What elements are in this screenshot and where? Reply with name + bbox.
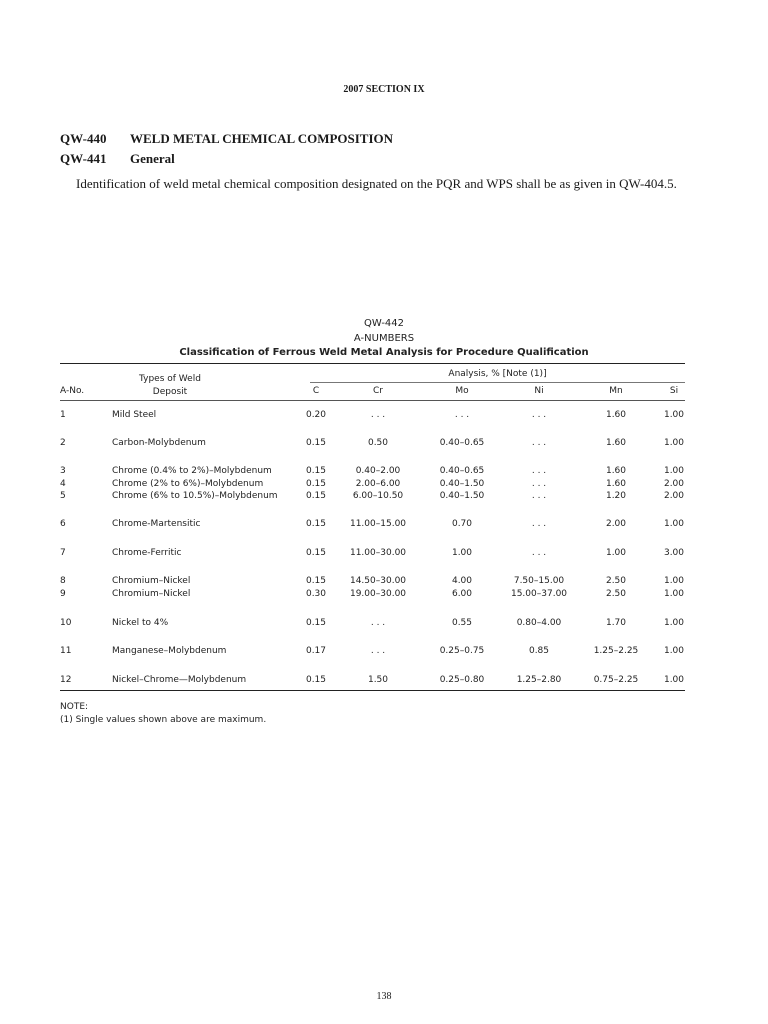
cell-mn (584, 674, 648, 687)
cell-type (112, 437, 206, 450)
header-bottom-rule (60, 400, 685, 401)
cell-type (112, 547, 182, 560)
cell-c (296, 674, 336, 687)
cell-type-line: Chrome-Ferritic (112, 548, 182, 558)
cell-type (112, 518, 200, 531)
header-analysis: Analysis, % [Note (1)] (448, 369, 547, 379)
cell-si (654, 547, 694, 560)
cell-si (654, 674, 694, 687)
cell-ni-line: 0.80–4.00 (516, 618, 562, 628)
cell-mo-line: 0.40–1.50 (439, 478, 485, 489)
table-top-rule (60, 363, 685, 364)
table-bottom-rule (60, 690, 685, 691)
cell-mo (422, 674, 502, 687)
cell-type-line: Manganese–Molybdenum (112, 646, 227, 656)
cell-mo-line: 0.40–0.65 (439, 438, 485, 448)
cell-mn (584, 465, 648, 503)
cell-cr-line: 11.00–15.00 (349, 519, 407, 529)
cell-mo (422, 518, 502, 531)
body-paragraph: Identification of weld metal chemical composition designated on the PQR and WPS shall be as given in QW-404.5. (76, 176, 677, 191)
cell-mn-line: 2.50 (605, 576, 627, 586)
cell-mo-line: 0.55 (451, 618, 473, 628)
cell-ano (60, 617, 71, 630)
section-title: General (130, 151, 175, 166)
cell-mn-line: 0.75–2.25 (593, 675, 639, 685)
cell-type-line: Chromium–Nickel (112, 576, 191, 586)
cell-ano-line: 4 (60, 478, 66, 489)
header-si: Si (669, 386, 679, 396)
cell-type (112, 465, 278, 503)
cell-type-line: Chrome (0.4% to 2%)–Molybdenum (112, 466, 272, 476)
cell-ano (60, 674, 71, 687)
cell-si (654, 465, 694, 503)
cell-mo-line: . . . (454, 410, 470, 420)
cell-mo (422, 617, 502, 630)
cell-si-line: 1.00 (663, 410, 685, 420)
cell-cr (340, 575, 416, 600)
cell-c-line: 0.17 (305, 646, 327, 656)
cell-type-line: Carbon-Molybdenum (112, 438, 206, 448)
cell-c (296, 617, 336, 630)
cell-ano-line: 2 (60, 438, 66, 448)
cell-ni (497, 645, 581, 658)
table-note (60, 701, 266, 727)
cell-c-line: 0.15 (305, 491, 327, 501)
cell-type (112, 617, 168, 630)
header-ano: A-No. (60, 386, 85, 396)
cell-mo-line: 0.25–0.80 (439, 675, 485, 685)
cell-type-line: Nickel to 4% (112, 618, 169, 628)
cell-mo-line: 0.70 (451, 519, 473, 529)
cell-mn (584, 617, 648, 630)
cell-mn-line: 1.20 (605, 491, 627, 501)
cell-type-line: Chrome (2% to 6%)–Molybdenum (112, 478, 264, 489)
cell-mo-line: 6.00 (451, 588, 473, 599)
cell-c-line: 0.30 (305, 588, 327, 599)
cell-mn-line: 1.70 (605, 618, 627, 628)
cell-ni (497, 575, 581, 600)
section-title: WELD METAL CHEMICAL COMPOSITION (130, 131, 394, 146)
cell-c-line: 0.15 (305, 478, 327, 489)
cell-ano (60, 465, 66, 503)
cell-ni (497, 409, 581, 422)
cell-mn-line: 1.00 (605, 548, 627, 558)
section-heading-qw440 (60, 131, 393, 147)
cell-ni (497, 518, 581, 531)
page-number: 138 (376, 991, 392, 1002)
cell-ni-line: . . . (531, 491, 547, 501)
cell-c (296, 409, 336, 422)
cell-ano (60, 645, 71, 658)
header-c: C (312, 386, 320, 396)
table-title: A-NUMBERS (353, 333, 415, 344)
cell-mo (422, 409, 502, 422)
cell-mn (584, 645, 648, 658)
cell-c-line: 0.15 (305, 618, 327, 628)
cell-cr-line: 14.50–30.00 (349, 576, 407, 586)
cell-mo (422, 547, 502, 560)
cell-type-line: Chrome-Martensitic (112, 519, 201, 529)
cell-ni-line: . . . (531, 548, 547, 558)
cell-type (112, 645, 226, 658)
cell-ano (60, 437, 66, 450)
cell-ano-line: 8 (60, 576, 66, 586)
cell-c-line: 0.15 (305, 519, 327, 529)
cell-ano (60, 409, 66, 422)
cell-c (296, 645, 336, 658)
running-header: 2007 SECTION IX (343, 84, 425, 95)
cell-si (654, 645, 694, 658)
cell-ni (497, 674, 581, 687)
cell-mn (584, 575, 648, 600)
cell-type (112, 674, 246, 687)
cell-si (654, 518, 694, 531)
cell-c (296, 465, 336, 503)
cell-cr-line: 11.00–30.00 (349, 548, 407, 558)
cell-mo (422, 437, 502, 450)
cell-c-line: 0.15 (305, 548, 327, 558)
cell-si-line: 1.00 (663, 646, 685, 656)
cell-ano-line: 1 (60, 410, 66, 420)
cell-mo-line: 0.40–1.50 (439, 491, 485, 501)
cell-mn (584, 518, 648, 531)
cell-si (654, 437, 694, 450)
cell-ni-line: . . . (531, 478, 547, 489)
cell-c-line: 0.15 (305, 675, 327, 685)
note-label: NOTE: (60, 702, 89, 712)
section-number: QW-440 (60, 131, 107, 146)
cell-cr (340, 518, 416, 531)
header-cr: Cr (373, 386, 383, 396)
cell-type-line: Nickel–Chrome—Molybdenum (112, 675, 247, 685)
cell-cr-line: 0.50 (367, 438, 389, 448)
cell-cr-line: . . . (370, 646, 386, 656)
cell-mn-line: 1.60 (605, 466, 627, 476)
cell-cr (340, 547, 416, 560)
header-types-line2: Deposit (152, 387, 188, 397)
cell-ni-line: . . . (531, 519, 547, 529)
cell-ni (497, 465, 581, 503)
cell-mo (422, 465, 502, 503)
cell-cr-line: 1.50 (367, 675, 389, 685)
cell-ni (497, 617, 581, 630)
cell-ano-line: 11 (60, 646, 72, 656)
cell-cr (340, 645, 416, 658)
note-text: (1) Single values shown above are maximum. (60, 715, 267, 725)
cell-mn (584, 409, 648, 422)
header-types-line1: Types of Weld (139, 374, 201, 384)
cell-ni-line: . . . (531, 466, 547, 476)
cell-mn (584, 547, 648, 560)
cell-ni-line: . . . (531, 438, 547, 448)
section-number: QW-441 (60, 151, 107, 166)
cell-si-line: 1.00 (663, 438, 685, 448)
cell-cr (340, 674, 416, 687)
cell-c-line: 0.20 (305, 410, 327, 420)
cell-cr-line: 2.00–6.00 (355, 478, 401, 489)
cell-cr (340, 409, 416, 422)
cell-ano-line: 12 (60, 675, 72, 685)
cell-si-line: 1.00 (663, 466, 685, 476)
cell-c (296, 575, 336, 600)
cell-si-line: 2.00 (663, 478, 685, 489)
analysis-subrule (310, 382, 685, 383)
cell-si-line: 1.00 (663, 576, 685, 586)
cell-cr (340, 465, 416, 503)
cell-si (654, 575, 694, 600)
cell-c-line: 0.15 (305, 466, 327, 476)
cell-ano (60, 575, 66, 600)
cell-ano-line: 3 (60, 466, 66, 476)
cell-mo-line: 0.40–0.65 (439, 466, 485, 476)
cell-cr-line: . . . (370, 618, 386, 628)
cell-mn-line: 1.25–2.25 (593, 646, 639, 656)
cell-cr-line: . . . (370, 410, 386, 420)
cell-ni (497, 547, 581, 560)
cell-ano-line: 5 (60, 491, 66, 501)
section-heading-qw441 (60, 151, 175, 167)
cell-mo (422, 575, 502, 600)
cell-si-line: 1.00 (663, 675, 685, 685)
cell-si-line: 3.00 (663, 548, 685, 558)
cell-c-line: 0.15 (305, 438, 327, 448)
cell-si (654, 617, 694, 630)
cell-ni (497, 437, 581, 450)
cell-type-line: Mild Steel (112, 410, 157, 420)
header-mn: Mn (609, 386, 623, 396)
cell-cr (340, 437, 416, 450)
cell-ano-line: 10 (60, 618, 72, 628)
cell-mn-line: 2.00 (605, 519, 627, 529)
cell-ni-line: . . . (531, 410, 547, 420)
cell-type-line: Chromium–Nickel (112, 588, 191, 599)
cell-si-line: 1.00 (663, 618, 685, 628)
cell-mn (584, 437, 648, 450)
cell-cr-line: 0.40–2.00 (355, 466, 401, 476)
cell-cr-line: 19.00–30.00 (349, 588, 407, 599)
header-mo: Mo (455, 386, 469, 396)
cell-type (112, 409, 156, 422)
header-types (110, 373, 230, 399)
cell-ano-line: 7 (60, 548, 66, 558)
table-subtitle: Classification of Ferrous Weld Metal Analysis for Procedure Qualification (179, 347, 589, 358)
cell-ano-line: 9 (60, 588, 66, 599)
cell-type-line: Chrome (6% to 10.5%)–Molybdenum (112, 491, 278, 501)
cell-ano (60, 547, 66, 560)
cell-si-line: 1.00 (663, 519, 685, 529)
cell-ni-line: 7.50–15.00 (513, 576, 565, 586)
cell-si-line: 1.00 (663, 588, 685, 599)
cell-si (654, 409, 694, 422)
cell-mo-line: 4.00 (451, 576, 473, 586)
cell-c (296, 547, 336, 560)
cell-mo (422, 645, 502, 658)
cell-mn-line: 2.50 (605, 588, 627, 599)
cell-cr-line: 6.00–10.50 (352, 491, 404, 501)
cell-mo-line: 1.00 (451, 548, 473, 558)
cell-mn-line: 1.60 (605, 478, 627, 489)
cell-c (296, 437, 336, 450)
cell-ni-line: 15.00–37.00 (510, 588, 568, 599)
cell-mn-line: 1.60 (605, 410, 627, 420)
cell-c (296, 518, 336, 531)
cell-mn-line: 1.60 (605, 438, 627, 448)
cell-si-line: 2.00 (663, 491, 685, 501)
cell-ano-line: 6 (60, 519, 66, 529)
cell-c-line: 0.15 (305, 576, 327, 586)
cell-ni-line: 1.25–2.80 (516, 675, 562, 685)
cell-type (112, 575, 190, 600)
cell-ano (60, 518, 66, 531)
cell-mo-line: 0.25–0.75 (439, 646, 485, 656)
cell-ni-line: 0.85 (528, 646, 550, 656)
cell-cr (340, 617, 416, 630)
table-number: QW-442 (363, 318, 405, 329)
header-ni: Ni (534, 386, 544, 396)
